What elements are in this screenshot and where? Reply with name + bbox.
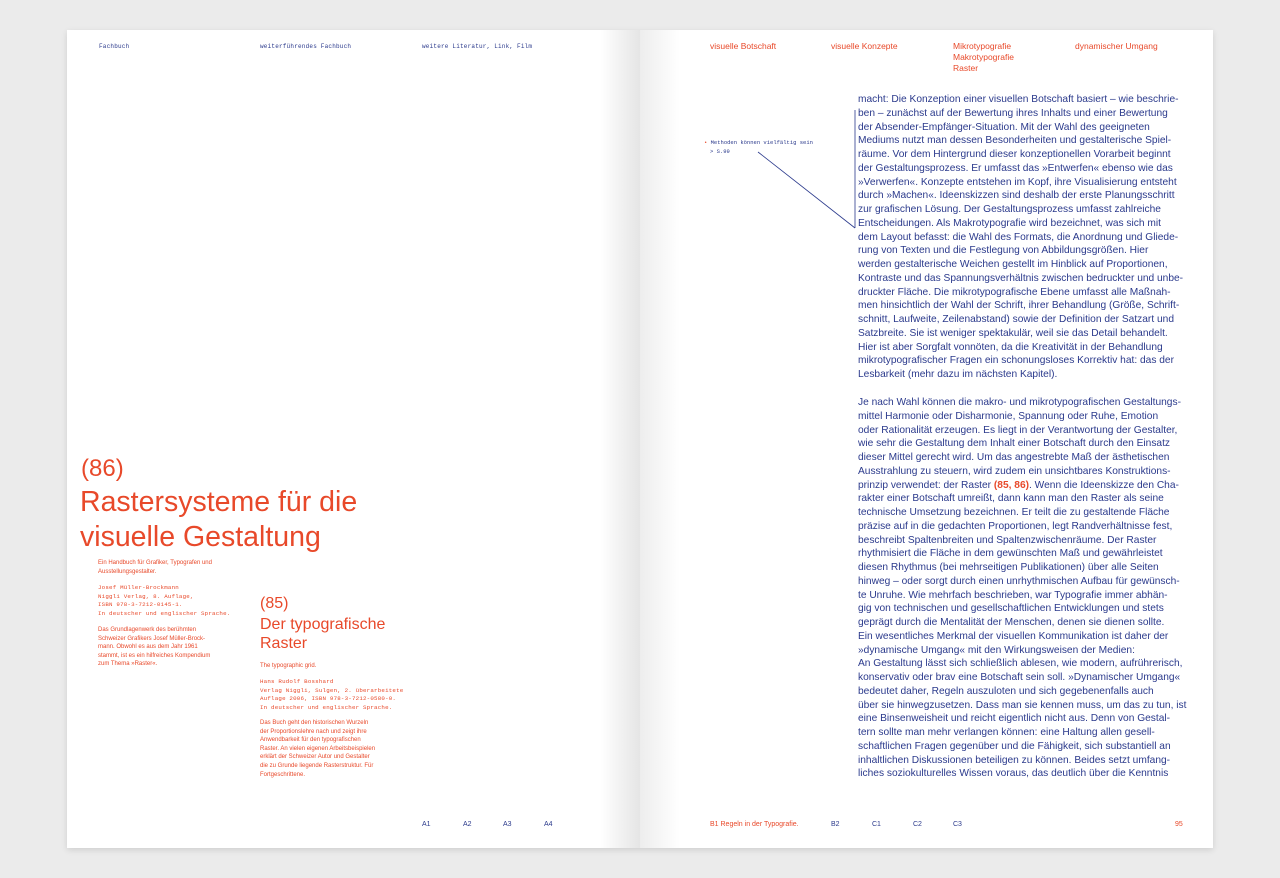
description-line: erklärt der Schweizer Autor und Gestalter <box>260 754 370 761</box>
body-line: gig von technischen und gesellschaftlichen Entwicklungen und stets <box>858 603 1164 615</box>
body-paragraph-2 <box>858 396 1190 781</box>
body-line: »dynamische Umgang« mit den Wirkungsweisen der Medien: <box>858 644 1135 656</box>
description-line: zum Thema »Raster«. <box>98 661 158 668</box>
book-title-86-line2: visuelle Gestaltung <box>80 521 321 553</box>
footer-c2: C2 <box>913 821 922 828</box>
body-line: räume. Vor dem Hintergrund dieser konzeptionellen Vorarbeit beginnt <box>858 149 1171 160</box>
biblio-line: Hans Rudolf Bosshard <box>260 678 334 685</box>
body-line: rakter einer Botschaft umreißt, dann kann man den Raster als seine <box>858 493 1164 505</box>
body-line: der Gestaltungsprozess. Er umfasst das »Entwerfen« ebenso wie das <box>858 162 1173 174</box>
book-subtitle-86-line2: Ausstellungsgestalter. <box>98 568 157 575</box>
footer-a4: A4 <box>544 821 553 828</box>
body-line: beschreibt Spaltenbreiten und Spaltenzwischenräume. Der Raster <box>858 534 1157 546</box>
left-page <box>67 30 640 848</box>
footer-c3: C3 <box>953 821 962 828</box>
biblio-line: Niggli Verlag, 8. Auflage, <box>98 592 194 600</box>
body-line: liches soziokulturelles Wissen voraus, das deutlich über die Kenntnis <box>858 768 1169 780</box>
body-line: Entscheidungen. Als Makrotypografie wird bezeichnet, was sich mit <box>858 217 1161 229</box>
header-weitere-literatur: weitere Literatur, Link, Film <box>422 43 533 50</box>
body-line: ben – zunächst auf der Bewertung ihres Inhalts und einer Bewertung <box>858 107 1168 119</box>
body-line: An Gestaltung lässt sich schließlich ablesen, wie modern, aufrührerisch, <box>858 658 1183 670</box>
body-line: konservativ oder brav eine Botschaft sein soll. »Dynamischer Umgang« <box>858 672 1181 683</box>
book-subtitle-86 <box>98 559 268 576</box>
margin-note-line1: Methoden können vielfältig sein <box>710 139 813 146</box>
footer-a2: A2 <box>463 821 472 828</box>
body-line: über sie hinwegzusetzen. Dass man sie kennen muss, um das zu tun, ist <box>858 699 1187 711</box>
body-line: der Absender-Empfänger-Situation. Mit der Wahl des geeigneten <box>858 121 1150 133</box>
header-fachbuch: Fachbuch <box>99 43 130 50</box>
page-number: 95 <box>1175 821 1183 828</box>
description-line: Raster. An vielen eigenen Arbeitsbeispielen <box>260 745 376 752</box>
description-line: die zu Grunde liegende Rasterstruktur. Für <box>260 762 374 769</box>
body-line: geprägt durch die Mentalität der Menschen, denen sie dienen sollte. <box>858 617 1165 628</box>
note-bullet-icon: • <box>704 139 708 146</box>
body-line: »Verwerfen«. Konzepte entstehen im Kopf, ihre Visualisierung entsteht <box>858 176 1177 188</box>
body-line: Lesbarkeit (mehr dazu im nächsten Kapitel). <box>858 369 1058 380</box>
description-line: Fortgeschrittene. <box>260 771 306 778</box>
body-line: durch »Machen«. Ideenskizzen sind deshalb der erste Planungsschritt <box>858 190 1175 202</box>
biblio-line: Verlag Niggli, Sulgen, 2. überarbeitete <box>260 686 404 694</box>
body-line: dem Layout befasst: die Wahl des Formats, die Anordnung und Gliede- <box>858 231 1179 243</box>
body-line: mittel Harmonie oder Disharmonie, Spannung oder Ruhe, Emotion <box>858 410 1159 422</box>
description-line: Das Buch geht den historischen Wurzeln <box>260 720 369 726</box>
body-line: rhythmisiert die Fläche in dem gewünschten Maß und gewährleistet <box>858 548 1163 560</box>
book-subtitle-85: The typographic grid. <box>260 663 317 669</box>
header-dynamischer-umgang: dynamischer Umgang <box>1075 41 1158 51</box>
footer-b1: B1 Regeln in der Typografie. <box>710 821 799 828</box>
biblio-line: ISBN 978-3-7212-0145-1. <box>98 601 183 609</box>
body-line: tern sollte man mehr verlangen können: eine Haltung allen gesell- <box>858 727 1155 738</box>
body-paragraph-1 <box>858 93 1190 382</box>
biblio-line: In deutscher und englischer Sprache. <box>260 703 393 711</box>
body-line: eine Binsenweisheit und reicht eigentlich nicht aus. Denn von Gestal- <box>858 713 1171 725</box>
body-line: Kontraste und das Spannungsverhältnis zwischen bedruckter und unbe- <box>858 272 1184 284</box>
body-line: schnitt, Laufweite, Zeilenabstand) sowie der Definition der Satzart und <box>858 314 1174 325</box>
gutter-shadow-left <box>600 30 640 848</box>
body-line: Satzbreite. Sie ist weniger spektakulär, weil sie das Detail behandelt. <box>858 327 1168 339</box>
body-line: te Unruhe. Wie mehrfach beschrieben, war Typografie immer abhän- <box>858 589 1168 601</box>
body-line: inhaltlichen Diskussionen beteiligen zu können. Beides setzt umfang- <box>858 754 1171 766</box>
footer-a1: A1 <box>422 821 431 828</box>
header-mikrotypografie: Mikrotypografie <box>953 41 1012 51</box>
description-line: stammt, ist es ein hilfreiches Kompendium <box>98 652 211 659</box>
header-visuelle-konzepte: visuelle Konzepte <box>831 41 898 51</box>
cross-reference-link[interactable]: (85, 86) <box>993 479 1030 491</box>
body-line-with-reference <box>858 479 1190 493</box>
book-title-85 <box>260 615 430 653</box>
body-line: Mediums nutzt man dessen Besonderheiten und gestalterische Spiel- <box>858 135 1172 147</box>
body-line: macht: Die Konzeption einer visuellen Botschaft basiert – wie beschrie- <box>858 94 1179 105</box>
body-line: Je nach Wahl können die makro- und mikrotypografischen Gestaltungs- <box>858 397 1181 408</box>
book-description-85 <box>260 719 440 779</box>
right-page <box>640 30 1213 848</box>
body-line: mikrotypografischer Fragen ein schonungsloses Korrektiv hat: das der <box>858 355 1174 367</box>
body-line: Ein wesentliches Merkmal der visuellen Kommunikation ist daher der <box>858 630 1169 642</box>
book-biblio-85 <box>260 678 440 712</box>
gutter-shadow-right <box>640 30 680 848</box>
body-line: druckter Fläche. Die mikrotypografische Ebene umfasst alle Maßnah- <box>858 286 1171 298</box>
footer-a3: A3 <box>503 821 512 828</box>
body-line: men hinsichtlich der Wahl der Schrift, ihrer Behandlung (Größe, Schrift- <box>858 300 1180 312</box>
margin-note-line2: > S.99 <box>710 147 730 155</box>
book-number-85: (85) <box>260 595 289 612</box>
body-line: werden gestalterische Weichen gestellt im Hinblick auf Proportionen, <box>858 259 1168 270</box>
header-raster: Raster <box>953 63 979 73</box>
body-line: Ausstrahlung zu steuern, wird zudem ein unsichtbares Konstruktions- <box>858 465 1171 477</box>
book-title-86 <box>80 485 480 555</box>
biblio-line: Auflage 2006, ISBN 978-3-7212-0580-0. <box>260 695 397 703</box>
body-line: oder Rationalität erzeugen. Es liegt in der Verantwortung der Gestalter, <box>858 424 1178 436</box>
ref-line-pre: prinzip verwendet: der Raster <box>858 479 994 491</box>
book-title-85-line2: Raster <box>260 635 308 652</box>
header-makrotypografie: Makrotypografie <box>953 52 1014 62</box>
description-line: Schweizer Grafikers Josef Müller-Brock- <box>98 635 206 642</box>
description-line: mann. Obwohl es aus dem Jahr 1961 <box>98 644 198 651</box>
description-line: Das Grundlagenwerk des berühmten <box>98 627 197 633</box>
footer-b2: B2 <box>831 821 840 828</box>
body-line: technische Umsetzung bezeichnen. Er teilt die zu gestaltende Fläche <box>858 507 1170 518</box>
biblio-line: Josef Müller-Brockmann <box>98 584 179 591</box>
body-line: hinweg – oder sorgt durch einen unrhythmischen Aufbau für gewünsch- <box>858 575 1180 587</box>
body-line: Hier ist aber Sorgfalt vonnöten, da die Kreativität in der Behandlung <box>858 341 1163 353</box>
book-number-86: (86) <box>81 455 124 482</box>
book-biblio-86 <box>98 584 268 618</box>
body-line: bedeutet daher, Regeln auszuloten und sich gegebenenfalls auch <box>858 685 1154 697</box>
biblio-line: In deutscher und englischer Sprache. <box>98 609 231 617</box>
description-line: der Proportionslehre nach und zeigt ihre <box>260 728 367 735</box>
body-line: rung von Texten und die Festlegung von Abbildungsgrößen. Hier <box>858 245 1149 257</box>
ref-line-post: . Wenn die Ideenskizze den Cha- <box>1029 479 1179 491</box>
header-visuelle-botschaft: visuelle Botschaft <box>710 41 777 51</box>
book-subtitle-86-line1: Ein Handbuch für Grafiker, Typografen und <box>98 560 212 566</box>
body-line: zur grafischen Lösung. Der Gestaltungsprozess umfasst zahlreiche <box>858 204 1161 215</box>
body-line: dieser Mittel gerecht wird. Um das angestrebte Maß der ästhetischen <box>858 452 1170 463</box>
header-weiterfuehrendes-fachbuch: weiterführendes Fachbuch <box>260 43 352 50</box>
description-line: Anwendbarkeit für den typografischen <box>260 737 361 744</box>
book-title-85-line1: Der typografische <box>260 616 386 633</box>
footer-c1: C1 <box>872 821 881 828</box>
body-line: wie sehr die Gestaltung dem Inhalt einer Botschaft durch den Einsatz <box>858 438 1171 450</box>
book-spread <box>67 30 1213 848</box>
book-description-86 <box>98 626 268 669</box>
book-title-86-line1: Rastersysteme für die <box>80 486 358 518</box>
body-line: diesen Rhythmus (bei mehrseitigen Publikationen) über alle Seiten <box>858 562 1159 573</box>
body-line: präzise auf in die gedachten Proportionen, legt Randverhältnisse fest, <box>858 520 1173 532</box>
body-line: schaftlichen Fragen gegenüber und die Fähigkeit, sich substantiell an <box>858 740 1171 752</box>
